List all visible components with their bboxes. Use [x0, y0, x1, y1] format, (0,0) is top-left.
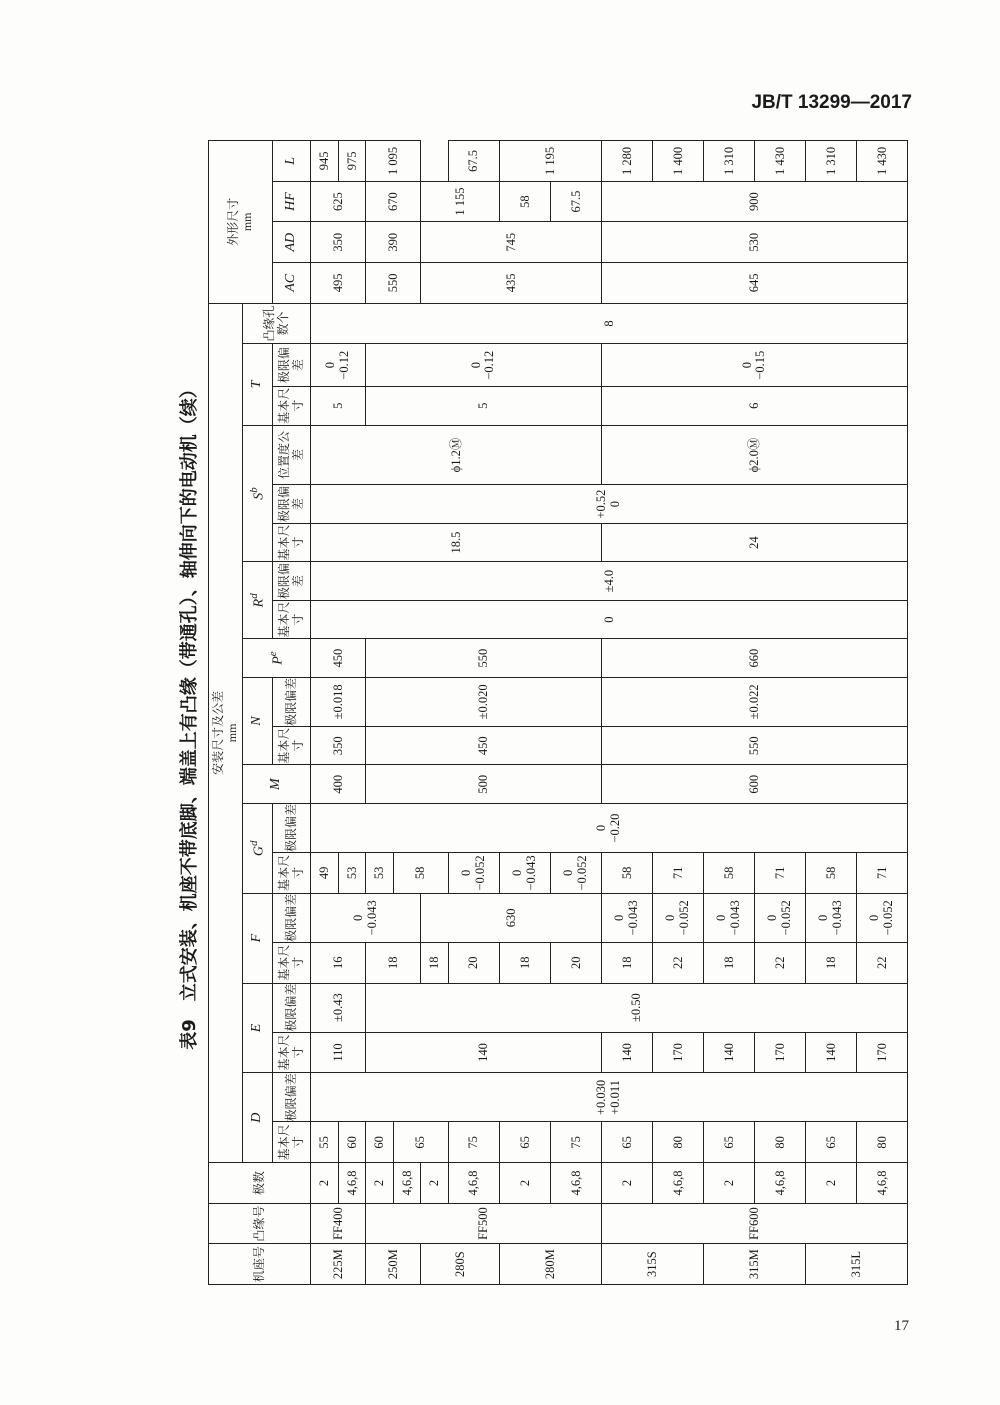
header-outline: 外形尺寸 mm: [209, 141, 273, 304]
cell-N: 450: [366, 726, 602, 764]
cell-D: 60: [338, 1122, 366, 1163]
hdr-limit: 极限偏差: [273, 1073, 311, 1122]
header-AC: AC: [273, 263, 311, 304]
cell-M: 400: [311, 765, 366, 803]
cell-F-tol: 0 −0.052: [652, 893, 703, 942]
cell-poles: 4,6,8: [393, 1163, 421, 1204]
cell-D: 60: [366, 1122, 394, 1163]
cell-HF: 745: [421, 222, 602, 263]
cell-frame: 250M: [366, 1244, 421, 1285]
cell-D: 65: [499, 1122, 550, 1163]
cell-F: 18: [601, 942, 652, 983]
header-M: M: [243, 765, 311, 803]
cell-poles: 2: [805, 1163, 856, 1204]
cell-G-tol: 0 −0.20: [311, 803, 908, 852]
hdr-limit: 极限偏差: [273, 562, 311, 600]
cell-flange: FF600: [601, 1203, 907, 1244]
cell-F: 22: [754, 942, 805, 983]
hdr-basic: 基本尺寸: [273, 523, 311, 561]
hdr-limit: 极限偏差: [273, 983, 311, 1032]
cell-frame: 315S: [601, 1244, 703, 1285]
cell-poles: 4,6,8: [338, 1163, 366, 1204]
cell-frame: 225M: [311, 1244, 366, 1285]
cell-L: 1 310: [703, 141, 754, 182]
cell-poles: 4,6,8: [448, 1163, 499, 1204]
hdr-pos-tol: 位置度公差: [273, 425, 311, 485]
cell-L: 975: [338, 141, 366, 182]
cell-AD: 350: [311, 222, 366, 263]
hdr-limit: 极限偏差: [273, 485, 311, 523]
header-N: N: [243, 677, 273, 765]
cell-F-tol: 0 −0.052: [856, 893, 907, 942]
cell-F-tol: 0 −0.043: [601, 893, 652, 942]
cell-frame: 280S: [421, 1244, 500, 1285]
table-caption-wrap: [168, 380, 208, 1050]
cell-P: 550: [366, 639, 602, 677]
header-P: $P^e$: [243, 639, 311, 677]
cell-D: 80: [856, 1122, 907, 1163]
cell-N-tol: ±0.022: [601, 677, 907, 726]
cell-G: 53: [338, 853, 366, 894]
cell-G: 58: [393, 853, 448, 894]
cell-F: 18: [703, 942, 754, 983]
cell-E: 170: [856, 1032, 907, 1073]
cell-F-tol: 0 −0.043: [499, 853, 550, 894]
cell-E: 140: [366, 1032, 602, 1073]
cell-poles: 4,6,8: [652, 1163, 703, 1204]
rotated-table: [208, 140, 908, 1285]
cell-G: 58: [805, 853, 856, 894]
cell-AD: 530: [601, 222, 907, 263]
cell-D: 75: [550, 1122, 601, 1163]
cell-G: 71: [754, 853, 805, 894]
page-number: 17: [894, 1318, 909, 1334]
cell-P: 660: [601, 639, 907, 677]
cell-L: 1 280: [601, 141, 652, 182]
cell-D: 75: [448, 1122, 499, 1163]
header-poles: 极数: [209, 1163, 311, 1204]
cell-S-pos: ϕ2.0Ⓜ: [601, 425, 907, 485]
cell-E: 110: [311, 1032, 366, 1073]
cell-poles: 2: [311, 1163, 339, 1204]
cell-G: 58: [601, 853, 652, 894]
header-AD: AD: [273, 222, 311, 263]
header-holes: 凸缘孔数个: [243, 303, 311, 344]
cell-R-tol: ±4.0: [311, 562, 908, 600]
cell-M: 600: [601, 765, 907, 803]
cell-F: 20: [550, 942, 601, 983]
cell-S: 18.5: [311, 523, 602, 561]
header-install: 安装尺寸及公差 mm: [209, 303, 243, 1162]
cell-L: 1 155: [421, 181, 500, 222]
cell-L: 1 400: [652, 141, 703, 182]
cell-HF: 625: [311, 181, 366, 222]
cell-E: 140: [805, 1032, 856, 1073]
cell-F: 16: [311, 942, 366, 983]
cell-L: 945: [311, 141, 339, 182]
table-row: [311, 141, 339, 1285]
header-D: D: [243, 1073, 273, 1163]
cell-AC: 550: [366, 263, 421, 304]
cell-F: 18: [499, 942, 550, 983]
cell-poles: 4,6,8: [550, 1163, 601, 1204]
cell-D: 65: [601, 1122, 652, 1163]
header-E: E: [243, 983, 273, 1073]
cell-poles: 2: [601, 1163, 652, 1204]
hdr-basic: 基本尺寸: [273, 387, 311, 425]
hdr-limit: 极限偏差: [273, 344, 311, 387]
cell-T: 5: [311, 387, 366, 425]
hdr-basic: 基本尺寸: [273, 1032, 311, 1073]
cell-frame: 315M: [703, 1244, 805, 1285]
cell-L: 1 430: [754, 141, 805, 182]
cell-holes: 8: [311, 303, 908, 344]
cell-S-pos: ϕ1.2Ⓜ: [311, 425, 602, 485]
cell-R: 0: [311, 600, 908, 638]
cell-T-tol: 0 −0.12: [311, 344, 366, 387]
cell-N: 350: [311, 726, 366, 764]
cell-AC: 645: [601, 263, 907, 304]
hdr-basic: 基本尺寸: [273, 942, 311, 983]
cell-T-tol: 0 −0.15: [601, 344, 907, 387]
header-T: T: [243, 344, 273, 425]
cell-F-tol: 0 −0.043: [805, 893, 856, 942]
cell-G: 53: [366, 853, 394, 894]
cell-poles: 2: [703, 1163, 754, 1204]
cell-F-tol: 0 −0.052: [754, 893, 805, 942]
cell-G: 58: [499, 181, 550, 222]
cell-N-tol: ±0.020: [366, 677, 602, 726]
cell-G: 49: [311, 853, 339, 894]
cell-N: 550: [601, 726, 907, 764]
cell-E-tol: ±0.50: [366, 983, 908, 1032]
hdr-basic: 基本尺寸: [273, 726, 311, 764]
cell-G: 71: [856, 853, 907, 894]
cell-D: 80: [652, 1122, 703, 1163]
cell-G: 71: [652, 853, 703, 894]
cell-M: 500: [366, 765, 602, 803]
cell-F: 18: [421, 942, 449, 983]
cell-G: 58: [703, 853, 754, 894]
cell-poles: 4,6,8: [754, 1163, 805, 1204]
table-host: [208, 140, 908, 1285]
cell-F: 22: [652, 942, 703, 983]
cell-F: 20: [448, 942, 499, 983]
cell-poles: 2: [499, 1163, 550, 1204]
cell-F-tol: 0 −0.052: [448, 853, 499, 894]
cell-E: 140: [601, 1032, 652, 1073]
cell-E: 140: [703, 1032, 754, 1073]
cell-N-tol: ±0.018: [311, 677, 366, 726]
hdr-basic: 基本尺寸: [273, 600, 311, 638]
cell-S-tol: +0.52 0: [311, 485, 908, 523]
cell-poles: 4,6,8: [856, 1163, 907, 1204]
hdr-basic: 基本尺寸: [273, 853, 311, 894]
dimension-table: [208, 140, 908, 1285]
cell-L: 1 095: [366, 141, 421, 182]
cell-G: 67.5: [550, 181, 601, 222]
cell-D: 65: [393, 1122, 448, 1163]
cell-E: 170: [652, 1032, 703, 1073]
hdr-basic: 基本尺寸: [273, 1122, 311, 1163]
header-frame: 机座号: [209, 1244, 311, 1285]
cell-F: 18: [366, 942, 421, 983]
cell-S: 24: [601, 523, 907, 561]
cell-HF: 900: [601, 181, 907, 222]
cell-F-tol: 0 −0.043: [311, 893, 421, 942]
cell-T-tol: 0 −0.12: [366, 344, 602, 387]
hdr-limit: 极限偏差: [273, 803, 311, 852]
cell-F-tol: 0 −0.052: [550, 853, 601, 894]
cell-AC: 495: [311, 263, 366, 304]
cell-flange: FF400: [311, 1203, 366, 1244]
hdr-limit: 极限偏差: [273, 677, 311, 726]
cell-flange: FF500: [366, 1203, 602, 1244]
cell-D: 80: [754, 1122, 805, 1163]
cell-F-tol: 0 −0.043: [703, 893, 754, 942]
cell-E: 170: [754, 1032, 805, 1073]
hdr-limit: 极限偏差: [273, 893, 311, 942]
cell-AC: 630: [421, 893, 602, 942]
header-F: F: [243, 893, 273, 983]
header-flange: 凸缘号: [209, 1203, 311, 1244]
cell-L: 1 195: [499, 141, 601, 182]
header-L: L: [273, 141, 311, 182]
standard-number: JB/T 13299—2017: [751, 92, 912, 113]
cell-T: 6: [601, 387, 907, 425]
cell-L: 1 310: [805, 141, 856, 182]
cell-D: 65: [805, 1122, 856, 1163]
cell-frame: 315L: [805, 1244, 907, 1285]
header-G: $G^d$: [243, 803, 273, 893]
cell-F: 22: [856, 942, 907, 983]
cell-frame: 280M: [499, 1244, 601, 1285]
cell-F: 18: [805, 942, 856, 983]
cell-D-tol: +0.030 +0.011: [311, 1073, 908, 1122]
header-HF: HF: [273, 181, 311, 222]
cell-poles: 2: [421, 1163, 449, 1204]
cell-L: 1 430: [856, 141, 907, 182]
cell-AD: 390: [366, 222, 421, 263]
header-S: $S^b$: [243, 425, 273, 562]
table-caption: 表9 立式安装、机座不带底脚、端盖上有凸缘（带通孔）、轴伸向下的电动机（续）: [179, 380, 200, 1050]
cell-AD: 435: [421, 263, 602, 304]
cell-HF: 670: [366, 181, 421, 222]
cell-T: 5: [366, 387, 602, 425]
cell-D: 65: [703, 1122, 754, 1163]
cell-poles: 2: [366, 1163, 394, 1204]
cell-P: 450: [311, 639, 366, 677]
header-R: $R^d$: [243, 562, 273, 639]
cell-G: 67.5: [448, 141, 499, 182]
cell-E-tol: ±0.43: [311, 983, 366, 1032]
cell-D: 55: [311, 1122, 339, 1163]
